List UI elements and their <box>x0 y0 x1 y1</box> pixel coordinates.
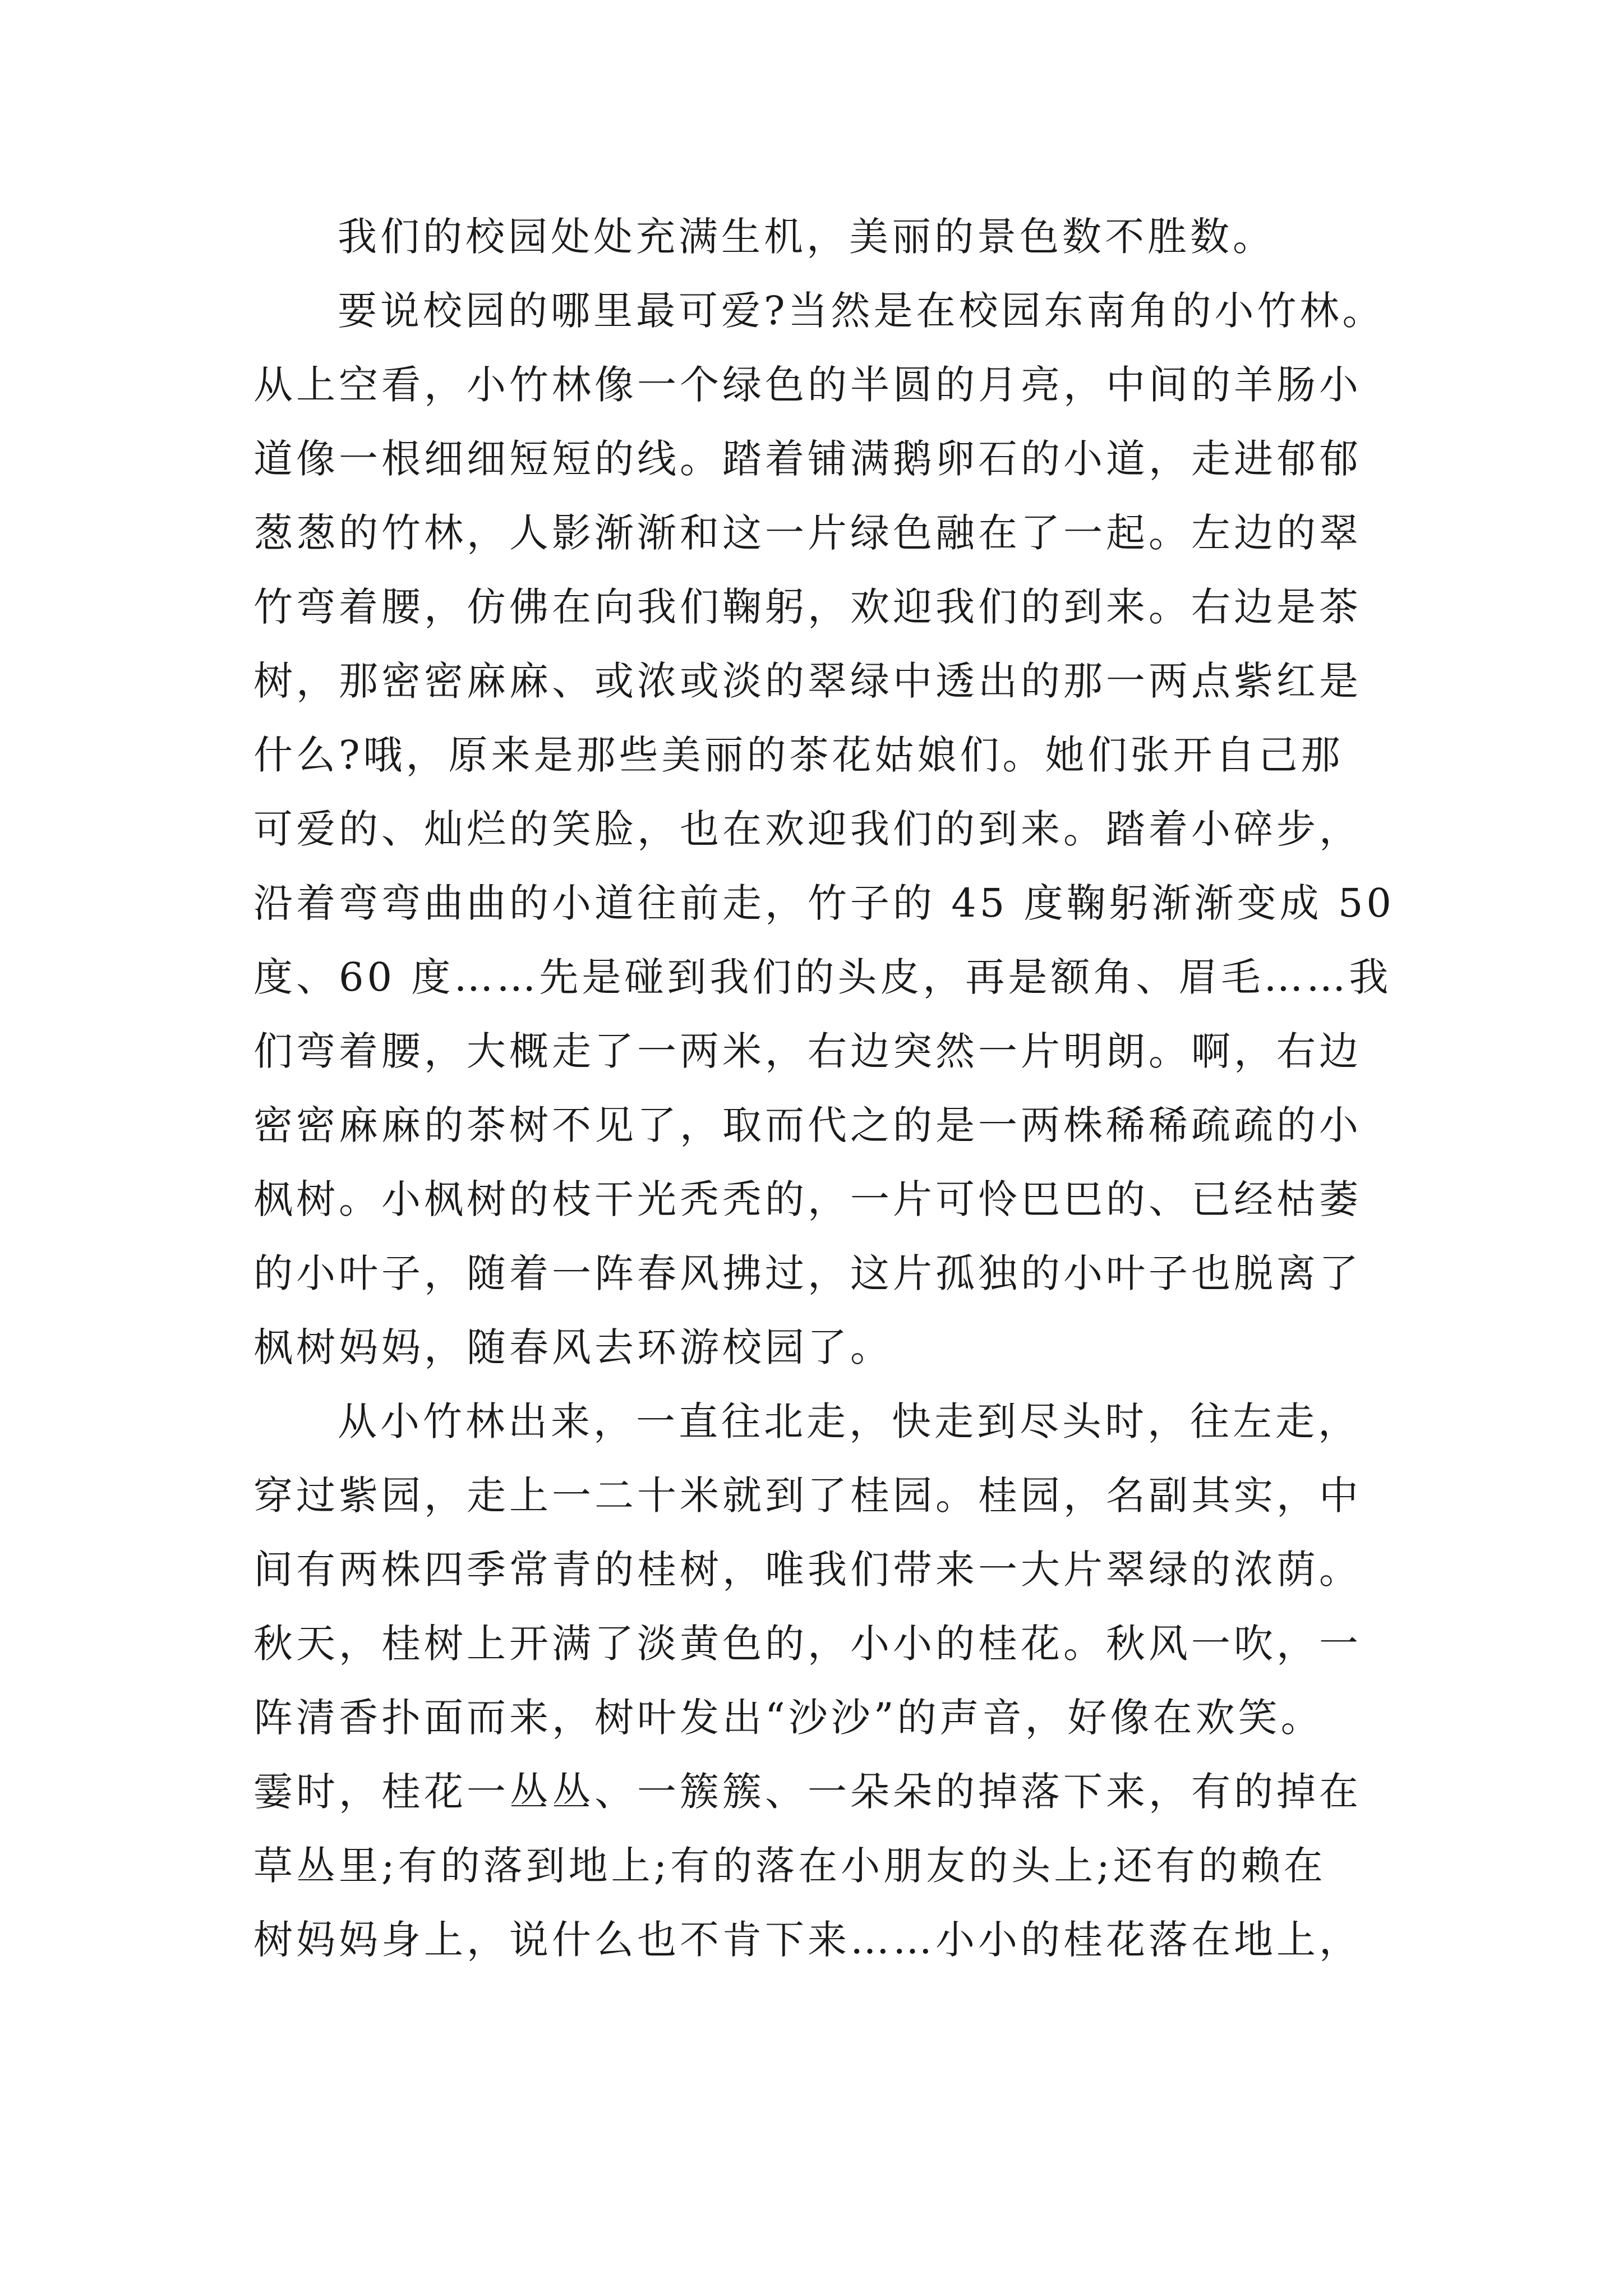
text-line: 什么?哦，原来是那些美丽的茶花姑娘们。她们张开自己那 <box>253 732 1344 778</box>
text-line: 葱葱的竹林，人影渐渐和这一片绿色融在了一起。左边的翠 <box>253 510 1362 556</box>
text-line: 树，那密密麻麻、或浓或淡的翠绿中透出的那一两点紫红是 <box>253 658 1362 704</box>
text-line: 要说校园的哪里最可爱?当然是在校园东南角的小竹林。 <box>338 288 1385 334</box>
text-line: 草丛里;有的落到地上;有的落在小朋友的头上;还有的赖在 <box>253 1843 1326 1889</box>
text-line: 竹弯着腰，仿佛在向我们鞠躬，欢迎我们的到来。右边是茶 <box>253 584 1362 630</box>
text-line: 们弯着腰，大概走了一两米，右边突然一片明朗。啊，右边 <box>253 1028 1362 1074</box>
text-line: 的小叶子，随着一阵春风拂过，这片孤独的小叶子也脱离了 <box>253 1250 1362 1296</box>
text-line: 道像一根细细短短的线。踏着铺满鹅卵石的小道，走进郁郁 <box>253 436 1362 482</box>
text-line: 可爱的、灿烂的笑脸，也在欢迎我们的到来。踏着小碎步， <box>253 806 1362 852</box>
text-line: 霎时，桂花一丛丛、一簇簇、一朵朵的掉落下来，有的掉在 <box>253 1769 1362 1815</box>
text-line: 穿过紫园，走上一二十米就到了桂园。桂园，名副其实，中 <box>253 1473 1362 1519</box>
text-line: 枫树。小枫树的枝干光秃秃的，一片可怜巴巴的、已经枯萎 <box>253 1176 1362 1222</box>
text-line: 阵清香扑面而来，树叶发出“沙沙”的声音，好像在欢笑。 <box>253 1695 1324 1741</box>
text-line: 沿着弯弯曲曲的小道往前走，竹子的 45 度鞠躬渐渐变成 50 <box>253 880 1395 926</box>
text-line: 从上空看，小竹林像一个绿色的半圆的月亮，中间的羊肠小 <box>253 362 1362 408</box>
document-body <box>253 200 1395 1977</box>
text-line: 度、60 度……先是碰到我们的头皮，再是额角、眉毛……我 <box>253 954 1392 1000</box>
text-line: 我们的校园处处充满生机，美丽的景色数不胜数。 <box>338 214 1275 260</box>
text-line: 树妈妈身上，说什么也不肯下来……小小的桂花落在地上， <box>253 1917 1362 1963</box>
text-line: 间有两株四季常青的桂树，唯我们带来一大片翠绿的浓荫。 <box>253 1547 1362 1593</box>
text-line: 秋天，桂树上开满了淡黄色的，小小的桂花。秋风一吹，一 <box>253 1621 1362 1667</box>
text-line: 从小竹林出来，一直往北走，快走到尽头时，往左走， <box>338 1398 1361 1444</box>
text-line: 密密麻麻的茶树不见了，取而代之的是一两株稀稀疏疏的小 <box>253 1102 1362 1148</box>
text-line: 枫树妈妈，随春风去环游校园了。 <box>253 1324 893 1370</box>
